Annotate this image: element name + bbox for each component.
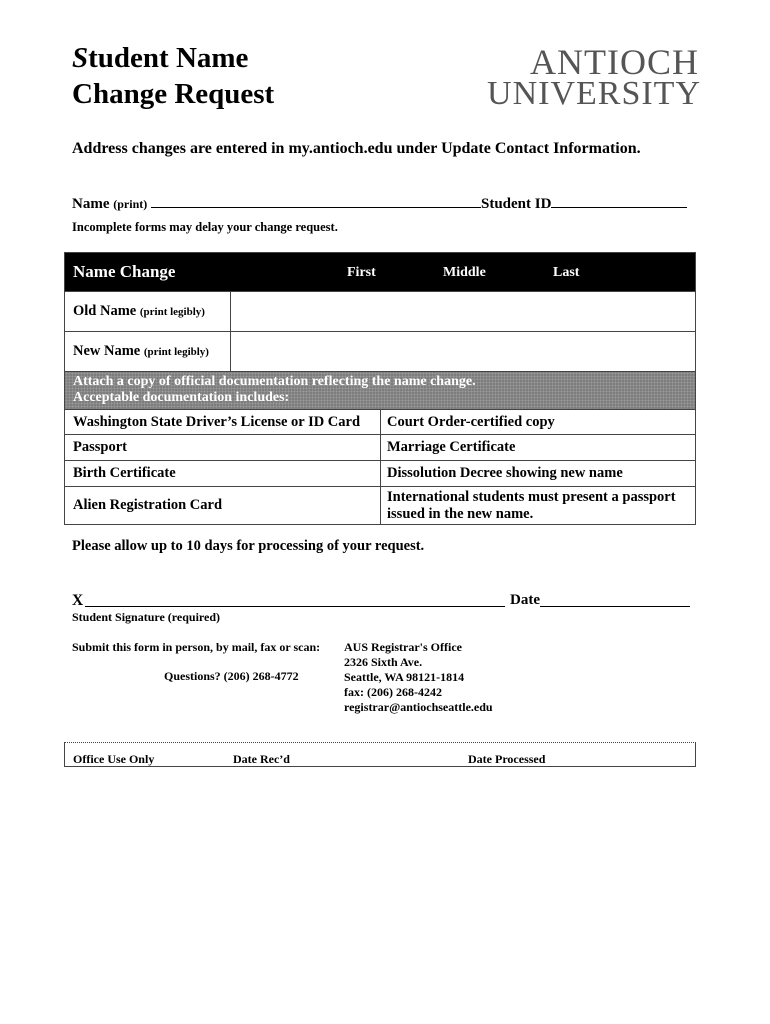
office-use-label: Office Use Only [73, 752, 155, 766]
old-name-note: (print legibly) [139, 306, 205, 318]
registrar-email: registrar@antiochseattle.edu [344, 700, 493, 714]
office-use-box [64, 742, 696, 767]
antioch-university-logo [476, 44, 701, 114]
name-label-note: (print) [113, 197, 148, 211]
column-middle: Middle [443, 265, 486, 280]
old-name-label-text: Old Name [73, 303, 137, 319]
column-last: Last [553, 265, 580, 280]
doc-item: Birth Certificate [65, 461, 381, 486]
old-name-row[interactable] [65, 291, 695, 331]
column-first: First [347, 265, 376, 280]
name-change-table [64, 252, 696, 525]
old-name-label [65, 292, 231, 331]
documentation-instructions [65, 371, 695, 409]
title-line2: Change Request [72, 78, 275, 110]
documentation-row [65, 486, 695, 524]
signature-required-note: Student Signature (required) [72, 610, 221, 624]
documentation-row [65, 460, 695, 486]
address-line: AUS Registrar's Office [344, 640, 462, 654]
signature-input-line[interactable] [85, 606, 505, 607]
submit-instructions: Submit this form in person, by mail, fax or scan: [72, 640, 321, 654]
questions-phone: Questions? (206) 268-4772 [164, 669, 299, 683]
signature-x-mark: X [72, 592, 84, 609]
address-line: 2326 Sixth Ave. [344, 655, 423, 669]
name-field-line [72, 195, 687, 213]
doc-item: Marriage Certificate [387, 439, 516, 455]
date-label: Date [510, 592, 540, 608]
logo-line2: UNIVERSITY [487, 75, 701, 112]
form-title [72, 40, 274, 112]
title-line1: tudent Name [88, 42, 249, 74]
documentation-row [65, 409, 695, 434]
new-name-note: (print legibly) [143, 346, 209, 358]
doc-item: International students must present a passport issued in the new name. [387, 488, 676, 522]
address-line: fax: (206) 268-4242 [344, 685, 442, 699]
doc-item: Passport [65, 435, 381, 460]
address-line: Seattle, WA 98121-1814 [344, 670, 465, 684]
address-note: Address changes are entered in my.antioch.edu under Update Contact Information. [72, 140, 641, 157]
documentation-line2: Acceptable documentation includes: [73, 390, 290, 405]
registrar-address [344, 640, 493, 715]
processing-note: Please allow up to 10 days for processing of your request. [72, 538, 425, 554]
name-change-header [65, 253, 695, 291]
student-id-label: Student ID [481, 196, 552, 212]
new-name-label-text: New Name [73, 343, 141, 359]
doc-item: Court Order-certified copy [387, 413, 555, 430]
date-received-label: Date Rec’d [233, 752, 290, 766]
documentation-line1: Attach a copy of official documentation reflecting the name change. [73, 374, 476, 389]
title-first-letter: S [72, 42, 89, 74]
name-change-title: Name Change [73, 262, 176, 281]
doc-item: Alien Registration Card [65, 487, 381, 524]
doc-item: Washington State Driver’s License or ID Card [65, 410, 381, 434]
date-processed-label: Date Processed [468, 752, 546, 766]
name-input-line[interactable] [151, 195, 481, 208]
student-id-input-line[interactable] [551, 195, 687, 208]
name-label: Name [72, 196, 110, 212]
logo-line1: ANTIOCH [530, 42, 699, 82]
doc-item: Dissolution Decree showing new name [387, 465, 623, 481]
documentation-row [65, 434, 695, 460]
incomplete-note: Incomplete forms may delay your change request. [72, 220, 338, 234]
new-name-label [65, 332, 231, 371]
new-name-row[interactable] [65, 331, 695, 371]
date-input-line[interactable] [540, 606, 690, 607]
